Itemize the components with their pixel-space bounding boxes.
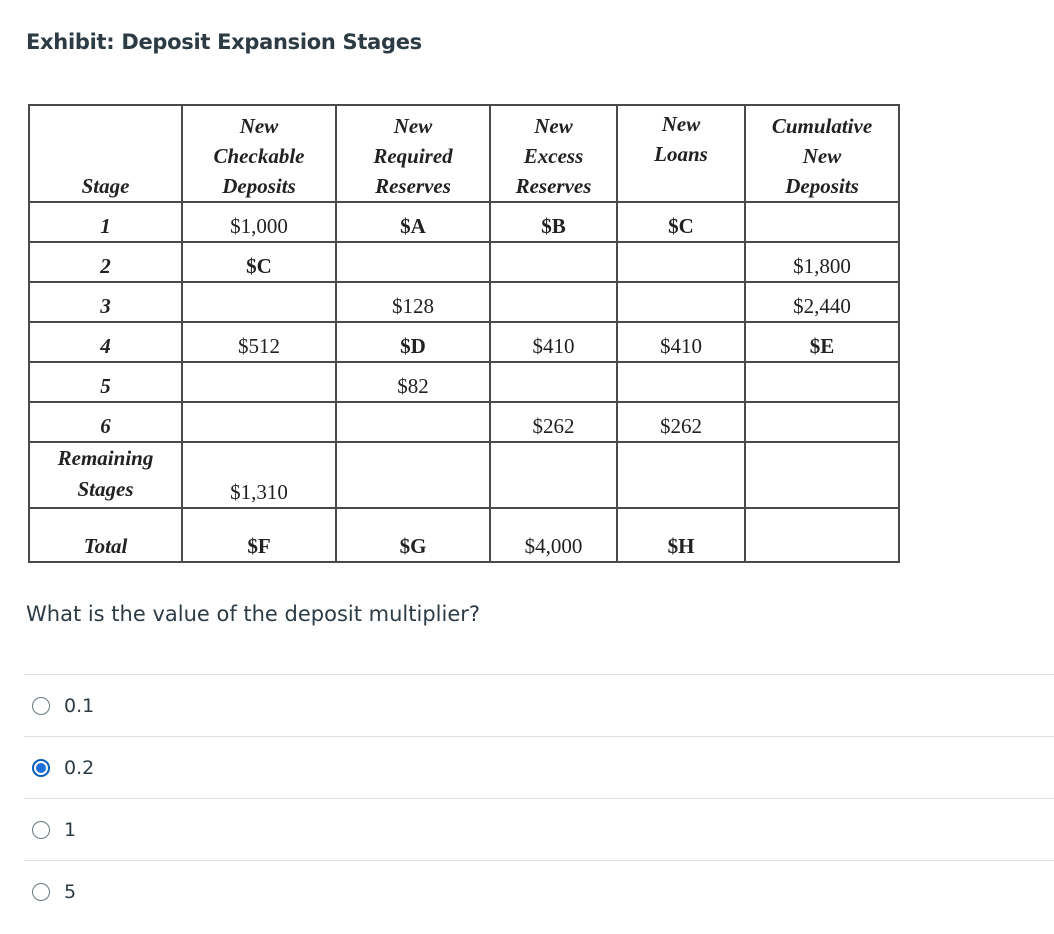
- cell-checkable-deposits: $F: [182, 508, 336, 562]
- cell-stage: 1: [29, 202, 182, 242]
- deposit-expansion-table: [28, 104, 900, 563]
- cell-excess-reserves: [490, 242, 617, 282]
- cell-checkable-deposits: [182, 402, 336, 442]
- table-row: [29, 242, 899, 282]
- cell-required-reserves: $D: [336, 322, 490, 362]
- cell-required-reserves: [336, 442, 490, 508]
- cell-required-reserves: $A: [336, 202, 490, 242]
- radio-button-checked[interactable]: [32, 759, 50, 777]
- cell-loans: [617, 442, 745, 508]
- exhibit-title: Exhibit: Deposit Expansion Stages: [26, 30, 422, 54]
- radio-button-unchecked[interactable]: [32, 883, 50, 901]
- cell-loans: $C: [617, 202, 745, 242]
- cell-excess-reserves: $4,000: [490, 508, 617, 562]
- cell-cumulative-deposits: $2,440: [745, 282, 899, 322]
- cell-stage: 3: [29, 282, 182, 322]
- cell-cumulative-deposits: [745, 402, 899, 442]
- cell-stage: 5: [29, 362, 182, 402]
- answer-label: 0.2: [64, 756, 95, 779]
- answer-option-0-2[interactable]: [24, 736, 1054, 798]
- cell-loans: [617, 282, 745, 322]
- table-row: [29, 508, 899, 562]
- cell-checkable-deposits: $512: [182, 322, 336, 362]
- answer-label: 0.1: [64, 694, 95, 717]
- header-cumulative-new-deposits: Cumulative New Deposits: [745, 105, 899, 202]
- answer-option-1[interactable]: [24, 798, 1054, 860]
- cell-cumulative-deposits: [745, 508, 899, 562]
- header-new-loans: New Loans: [617, 105, 745, 202]
- cell-excess-reserves: $410: [490, 322, 617, 362]
- table-header-row: [29, 105, 899, 202]
- cell-required-reserves: $G: [336, 508, 490, 562]
- cell-stage: 6: [29, 402, 182, 442]
- cell-stage: 4: [29, 322, 182, 362]
- cell-required-reserves: [336, 242, 490, 282]
- radio-button-unchecked[interactable]: [32, 697, 50, 715]
- cell-excess-reserves: [490, 362, 617, 402]
- cell-checkable-deposits: [182, 362, 336, 402]
- answer-option-5[interactable]: [24, 860, 1054, 922]
- table-row: [29, 442, 899, 508]
- cell-required-reserves: $82: [336, 362, 490, 402]
- cell-loans: $410: [617, 322, 745, 362]
- cell-loans: [617, 362, 745, 402]
- cell-required-reserves: [336, 402, 490, 442]
- cell-stage: Remaining Stages: [29, 442, 182, 508]
- cell-loans: $H: [617, 508, 745, 562]
- answer-option-0-1[interactable]: [24, 674, 1054, 736]
- question-text: What is the value of the deposit multiplier?: [26, 602, 481, 626]
- cell-cumulative-deposits: $E: [745, 322, 899, 362]
- cell-checkable-deposits: $1,310: [182, 442, 336, 508]
- table-row: [29, 362, 899, 402]
- header-new-excess-reserves: New Excess Reserves: [490, 105, 617, 202]
- table-row: [29, 322, 899, 362]
- answer-label: 1: [64, 818, 77, 841]
- cell-required-reserves: $128: [336, 282, 490, 322]
- answer-list: [24, 674, 1054, 922]
- cell-cumulative-deposits: $1,800: [745, 242, 899, 282]
- cell-cumulative-deposits: [745, 362, 899, 402]
- radio-button-unchecked[interactable]: [32, 821, 50, 839]
- table-row: [29, 202, 899, 242]
- table-row: [29, 282, 899, 322]
- table-row: [29, 402, 899, 442]
- cell-excess-reserves: $262: [490, 402, 617, 442]
- cell-excess-reserves: [490, 282, 617, 322]
- cell-stage: Total: [29, 508, 182, 562]
- cell-checkable-deposits: $C: [182, 242, 336, 282]
- cell-checkable-deposits: [182, 282, 336, 322]
- answer-label: 5: [64, 880, 77, 903]
- cell-cumulative-deposits: [745, 442, 899, 508]
- cell-loans: [617, 242, 745, 282]
- header-new-required-reserves: New Required Reserves: [336, 105, 490, 202]
- cell-excess-reserves: $B: [490, 202, 617, 242]
- cell-cumulative-deposits: [745, 202, 899, 242]
- header-new-checkable-deposits: New Checkable Deposits: [182, 105, 336, 202]
- cell-loans: $262: [617, 402, 745, 442]
- cell-stage: 2: [29, 242, 182, 282]
- header-stage: Stage: [29, 105, 182, 202]
- cell-excess-reserves: [490, 442, 617, 508]
- cell-checkable-deposits: $1,000: [182, 202, 336, 242]
